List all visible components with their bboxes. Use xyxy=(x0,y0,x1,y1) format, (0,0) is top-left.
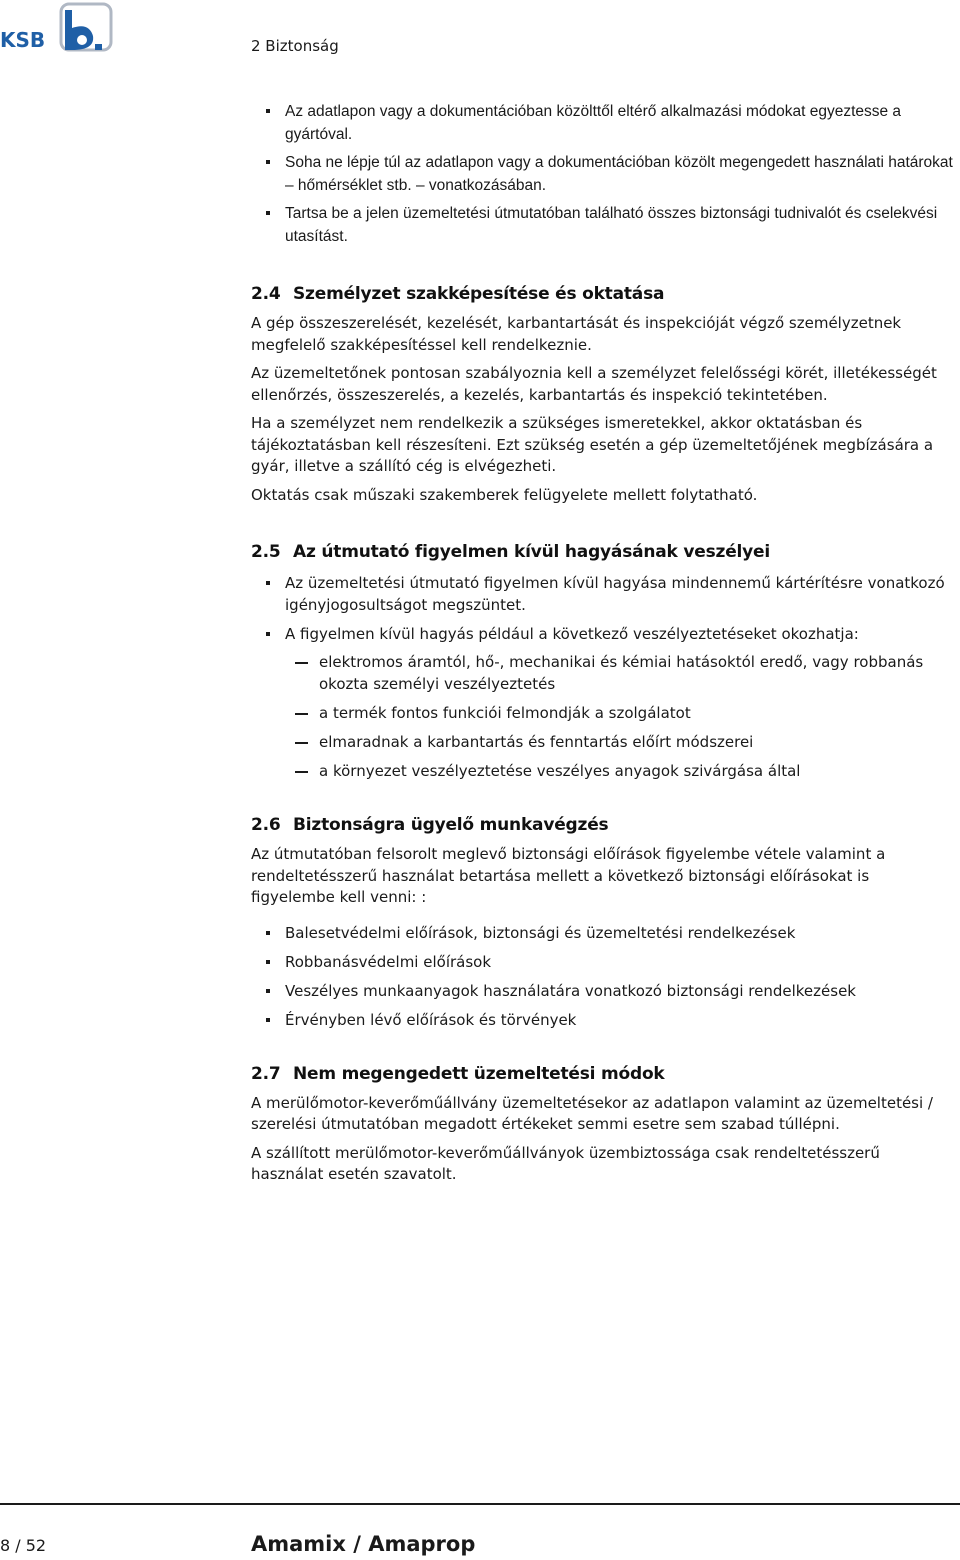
product-name: Amamix / Amaprop xyxy=(251,1532,476,1556)
bullet-text: Robbanásvédelmi előírások xyxy=(285,952,492,971)
logo-text: KSB xyxy=(0,28,46,52)
bullet-text: A figyelmen kívül hagyás például a következő veszélyeztetéseket okozhatja: xyxy=(285,625,859,643)
dash-item xyxy=(251,702,956,724)
section-2-6 xyxy=(251,815,956,1031)
page-number: 8 / 52 xyxy=(0,1536,47,1555)
bullet-text: Tartsa be a jelen üzemeltetési útmutatóban található összes biztonsági tudnivalót és cselekvési utasítást. xyxy=(285,205,938,245)
dash-text: elektromos áramtól, hő-, mechanikai és kémiai hatásoktól eredő, vagy robbanás okozta személyi veszélyeztetés xyxy=(319,653,924,693)
bullet-text: Az üzemeltetési útmutató figyelmen kívül hagyása mindennemű kártérítésre vonatkozó igényjogosultságot megszüntet. xyxy=(285,574,945,614)
chapter-title: 2 Biztonság xyxy=(251,37,339,55)
section-2-4 xyxy=(251,284,956,506)
paragraph: A merülőmotor-keverőműállvány üzemeltetésekor az adatlapon valamint az üzemeltetési / szerelési útmutatóban megadott értékeket semmi esetre sem szabad túllépni. xyxy=(251,1093,933,1133)
section-2-7 xyxy=(251,1064,956,1186)
bullet-icon xyxy=(266,109,270,113)
bullet-text: Soha ne lépje túl az adatlapon vagy a dokumentációban közölt megengedett használati határokat – hőmérséklet stb. – vonatkozásában. xyxy=(285,154,953,194)
bullet-text: Veszélyes munkaanyagok használatára vonatkozó biztonsági rendelkezések xyxy=(285,981,856,1000)
page-body xyxy=(251,100,956,1193)
ksb-logo xyxy=(0,2,112,54)
dash-list xyxy=(251,651,956,782)
bullet-text: Balesetvédelmi előírások, biztonsági és üzemeltetési rendelkezések xyxy=(285,923,796,942)
section-number: 2.5 xyxy=(251,542,281,562)
list-item xyxy=(251,572,956,616)
list-item xyxy=(251,151,956,197)
list-item xyxy=(251,951,956,973)
dash-item xyxy=(251,760,956,782)
list-item xyxy=(251,1009,956,1031)
paragraph: A szállított merülőmotor-keverőműállványok üzembiztossága csak rendeltetésszerű használat esetén szavatolt. xyxy=(251,1143,880,1183)
dash-item xyxy=(251,731,956,753)
list-item xyxy=(251,623,956,782)
bullet-list xyxy=(251,922,956,1031)
bullet-list xyxy=(251,572,956,782)
section-heading xyxy=(251,815,956,835)
dash-icon xyxy=(295,662,308,664)
bullet-icon xyxy=(266,989,270,993)
paragraph: Oktatás csak műszaki szakemberek felügyelete mellett folytatható. xyxy=(251,485,758,504)
section-2-5 xyxy=(251,542,956,782)
footer-divider xyxy=(0,1503,960,1505)
bullet-icon xyxy=(266,1018,270,1022)
dash-text: a termék fontos funkciói felmondják a szolgálatot xyxy=(319,704,691,722)
paragraph: A gép összeszerelését, kezelését, karbantartását és inspekcióját végző személyzetnek megfelelő szakképesítéssel kell rendelkeznie. xyxy=(251,314,902,354)
list-item xyxy=(251,922,956,944)
bullet-text: Érvényben lévő előírások és törvények xyxy=(285,1010,577,1029)
section-title: Személyzet szakképesítése és oktatása xyxy=(293,284,665,304)
paragraph: Ha a személyzet nem rendelkezik a szükséges ismeretekkel, akkor oktatásban és tájékoztatásban kell részesíteni. Ezt szükség esetén a gép üzemeltetőjének megbízására a gyár, illetve a szállító cég is elvégezheti. xyxy=(251,414,934,475)
section-number: 2.7 xyxy=(251,1063,281,1084)
bullet-icon xyxy=(266,581,270,585)
section-title: Az útmutató figyelmen kívül hagyásának veszélyei xyxy=(293,542,771,562)
dash-icon xyxy=(295,742,308,744)
paragraph: Az útmutatóban felsorolt meglevő biztonsági előírások figyelembe vétele valamint a rendeltetésszerű használat betartása mellett a következő biztonsági előírásokat is figyelembe kell venni: : xyxy=(251,845,886,906)
section-heading xyxy=(251,284,956,304)
section-title: Nem megengedett üzemeltetési módok xyxy=(293,1063,665,1084)
bullet-icon xyxy=(266,960,270,964)
dash-icon xyxy=(295,771,308,773)
section-heading xyxy=(251,1064,956,1084)
bullet-icon xyxy=(266,211,270,215)
dash-item xyxy=(251,651,956,695)
dash-text: elmaradnak a karbantartás és fenntartás előírt módszerei xyxy=(319,733,754,751)
list-item xyxy=(251,100,956,146)
section-heading xyxy=(251,542,956,562)
section-number: 2.4 xyxy=(251,284,281,304)
bullet-icon xyxy=(266,931,270,935)
bullet-icon xyxy=(266,160,270,164)
list-item xyxy=(251,980,956,1002)
section-title: Biztonságra ügyelő munkavégzés xyxy=(293,815,609,835)
list-item xyxy=(251,202,956,248)
section-number: 2.6 xyxy=(251,815,281,835)
bullet-icon xyxy=(266,632,270,636)
paragraph: Az üzemeltetőnek pontosan szabályoznia kell a személyzet felelősségi körét, illetékességét ellenőrzés, összeszerelés, a kezelés, karbantartás és inspekció tekintetében. xyxy=(251,364,937,404)
ksb-logo-icon xyxy=(55,2,113,54)
dash-icon xyxy=(295,713,308,715)
bullet-text: Az adatlapon vagy a dokumentációban közölttől eltérő alkalmazási módokat egyeztesse a gyártóval. xyxy=(285,103,902,143)
dash-text: a környezet veszélyeztetése veszélyes anyagok szivárgása által xyxy=(319,762,801,780)
intro-bullet-list xyxy=(251,100,956,248)
